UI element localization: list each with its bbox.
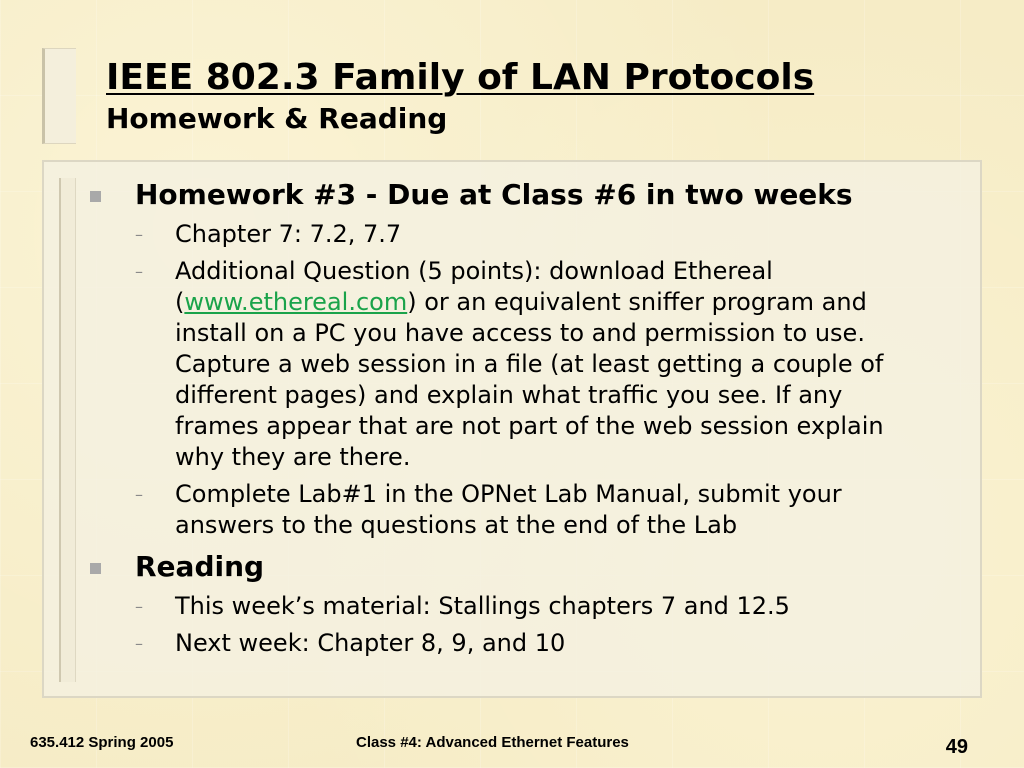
footer-course: 635.412 Spring 2005 [30,734,174,751]
footer-class-title: Class #4: Advanced Ethernet Features [356,734,629,751]
additional-line-3: install on a PC you have access to and permission to use. [175,319,865,347]
ethereal-link[interactable]: www.ethereal.com [184,288,408,316]
footer-page-number: 49 [945,736,968,758]
square-bullet-icon [90,191,101,202]
dash-bullet-icon: – [135,485,143,504]
slide-body [86,177,966,659]
chapter-text: Chapter 7: 7.2, 7.7 [175,220,402,248]
sub-bullet-additional-question [86,256,955,473]
bullet-homework [86,177,966,213]
additional-line-6: frames appear that are not part of the web session explain [175,412,884,440]
lab-line-1: Complete Lab#1 in the OPNet Lab Manual, submit your [175,480,842,508]
dash-bullet-icon: – [135,597,143,616]
sub-bullet-lab [86,479,955,541]
title-accent-bar [42,48,76,144]
additional-line-2 [175,287,955,318]
this-week-text: This week’s material: Stallings chapters 7 and 12.5 [175,592,790,620]
slide-title-block [106,56,986,136]
sub-bullet-next-week [86,628,955,659]
sub-bullet-chapter [86,219,955,250]
sub-bullet-this-week [86,591,955,622]
slide-title: IEEE 802.3 Family of LAN Protocols [106,57,815,98]
paren-open: ( [175,288,185,316]
additional-line-7: why they are there. [175,443,411,471]
content-accent-bar [59,178,76,682]
square-bullet-icon [90,563,101,574]
lab-line-2: answers to the questions at the end of the Lab [175,511,738,539]
next-week-text: Next week: Chapter 8, 9, and 10 [175,629,566,657]
dash-bullet-icon: – [135,262,143,281]
homework-heading: Homework #3 - Due at Class #6 in two weeks [135,178,853,211]
additional-line-2-rest: ) or an equivalent sniffer program and [407,288,867,316]
slide-subtitle: Homework & Reading [106,102,448,135]
dash-bullet-icon: – [135,634,143,653]
additional-line-1: Additional Question (5 points): download Ethereal [175,257,773,285]
reading-heading: Reading [135,550,265,583]
additional-line-5: different pages) and explain what traffic you see. If any [175,381,843,409]
dash-bullet-icon: – [135,225,143,244]
additional-line-4: Capture a web session in a file (at least getting a couple of [175,350,884,378]
bullet-reading [86,549,966,585]
